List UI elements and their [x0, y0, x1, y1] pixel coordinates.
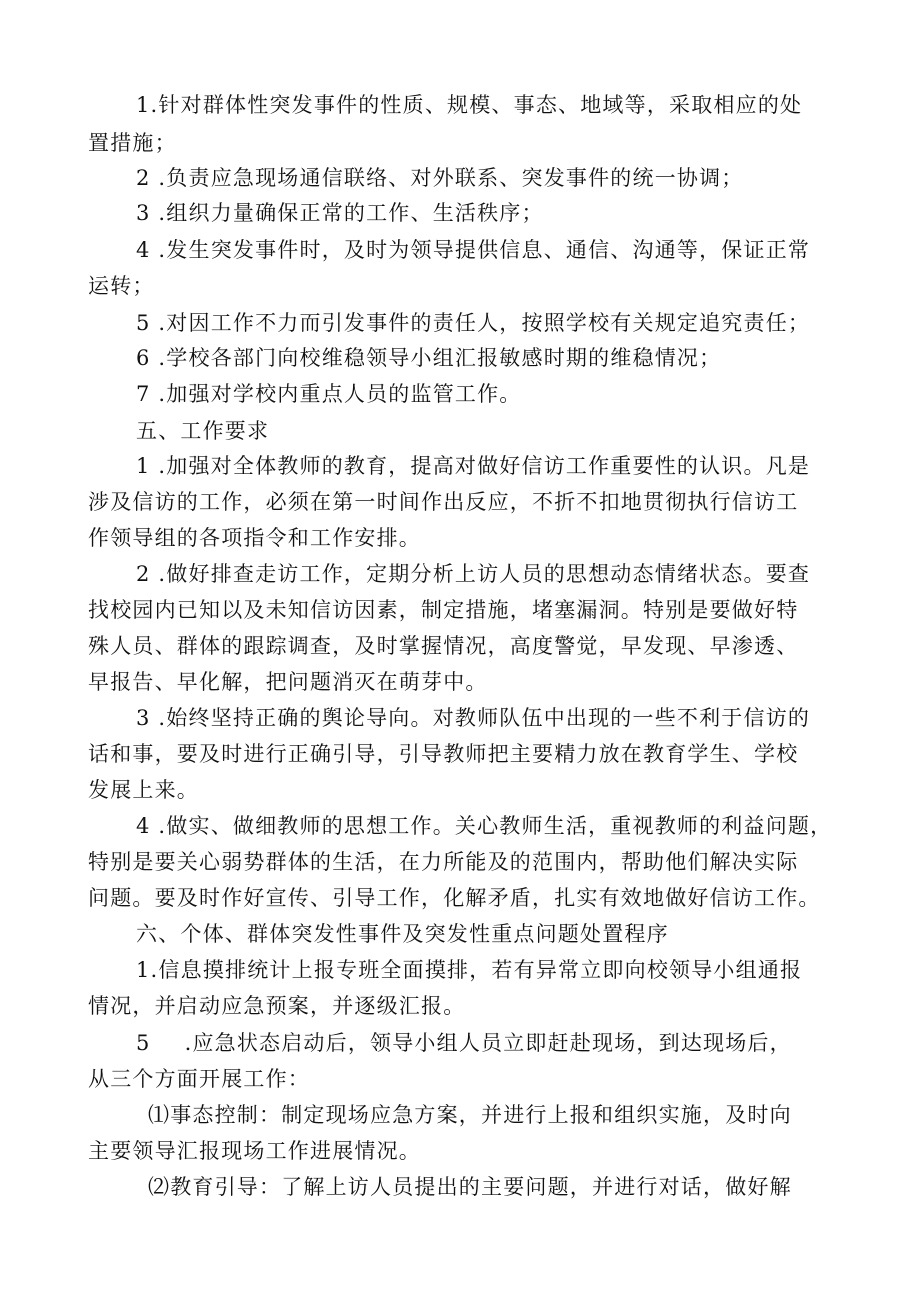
- text-line: 主要领导汇报现场工作进展情况。: [88, 1139, 421, 1163]
- text-line: 话和事，要及时进行正确引导，引导教师把主要精力放在教育学生、学校: [88, 742, 799, 766]
- text-line: 问题。要及时作好宣传、引导工作，化解矛盾，扎实有效地做好信访工作。: [88, 886, 821, 910]
- item-text: .应急状态启动后，领导小组人员立即赶赴现场，到达现场后，: [184, 1031, 792, 1055]
- text-line: 4 .做实、做细教师的思想工作。关心教师生活，重视教师的利益问题，: [136, 814, 833, 838]
- text-line: 涉及信访的工作，必须在第一时间作出反应，不折不扣地贯彻执行信访工: [88, 490, 799, 514]
- text-line: 7 .加强对学校内重点人员的监管工作。: [136, 382, 522, 406]
- text-line: 3 .组织力量确保正常的工作、生活秩序；: [136, 201, 544, 225]
- text-line: 4 .发生突发事件时，及时为领导提供信息、通信、沟通等，保证正常: [136, 238, 811, 262]
- text-line: [136, 1029, 792, 1057]
- text-line: 5 .对因工作不力而引发事件的责任人，按照学校有关规定追究责任；: [136, 311, 811, 335]
- text-line: 找校园内已知以及未知信访因素，制定措施，堵塞漏洞。特别是要做好特: [88, 598, 799, 622]
- text-line: 2 .做好排查走访工作，定期分析上访人员的思想动态情绪状态。要查: [136, 562, 811, 586]
- text-line: 1 .加强对全体教师的教育，提高对做好信访工作重要性的认识。凡是: [136, 454, 811, 478]
- text-line: 情况，并启动应急预案，并逐级汇报。: [88, 994, 466, 1018]
- text-line: 发展上来。: [88, 778, 199, 802]
- text-line: 6 .学校各部门向校维稳领导小组汇报敏感时期的维稳情况；: [136, 346, 722, 370]
- text-line: 运转；: [88, 274, 155, 298]
- section-heading: 五、工作要求: [136, 419, 270, 443]
- item-number: 5: [136, 1031, 151, 1055]
- text-line: 置措施；: [88, 131, 177, 155]
- text-line: 早报告、早化解，把问题消灭在萌芽中。: [88, 670, 488, 694]
- text-line: 从三个方面开展工作：: [88, 1067, 310, 1091]
- text-line: 作领导组的各项指令和工作安排。: [88, 526, 421, 550]
- text-line: 殊人员、群体的跟踪调查，及时掌握情况，高度警觉，早发现、早渗透、: [88, 634, 799, 658]
- text-line: 1.针对群体性突发事件的性质、规模、事态、地域等，采取相应的处: [136, 93, 803, 117]
- section-heading: 六、个体、群体突发性事件及突发性重点问题处置程序: [136, 922, 669, 946]
- text-line: 特别是要关心弱势群体的生活，在力所能及的范围内，帮助他们解决实际: [88, 850, 799, 874]
- text-line: 3 .始终坚持正确的舆论导向。对教师队伍中出现的一些不利于信访的: [136, 706, 811, 730]
- text-line: 1.信息摸排统计上报专班全面摸排，若有异常立即向校领导小组通报: [136, 958, 803, 982]
- text-line: ⑴事态控制：制定现场应急方案，并进行上报和组织实施，及时向: [148, 1103, 792, 1127]
- text-line: 2 .负责应急现场通信联络、对外联系、突发事件的统一协调；: [136, 166, 744, 190]
- text-line: ⑵教育引导：了解上访人员提出的主要问题，并进行对话，做好解: [148, 1175, 792, 1199]
